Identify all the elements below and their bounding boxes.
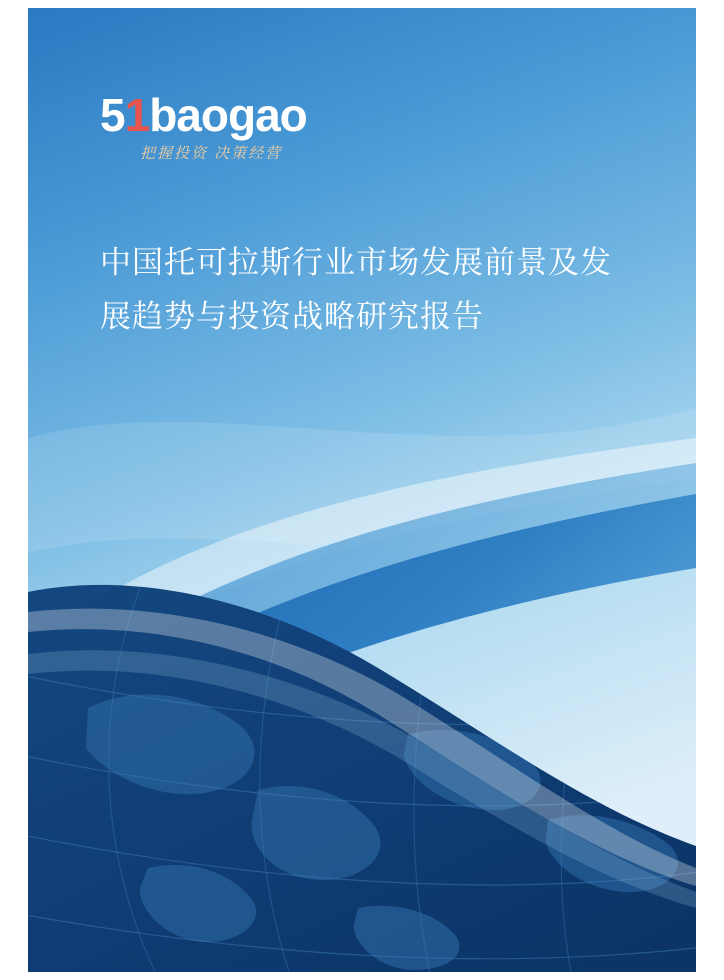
report-title: 中国托可拉斯行业市场发展前景及发展趋势与投资战略研究报告 <box>100 245 612 334</box>
report-cover <box>28 8 696 972</box>
logo-digit-one: 1 <box>124 89 150 141</box>
logo-word: baogao <box>149 89 307 141</box>
logo-wordmark <box>100 90 307 140</box>
company-logo <box>100 90 360 180</box>
logo-tagline: 把握投资 决策经营 <box>140 145 283 162</box>
logo-digit-five: 5 <box>100 89 125 141</box>
